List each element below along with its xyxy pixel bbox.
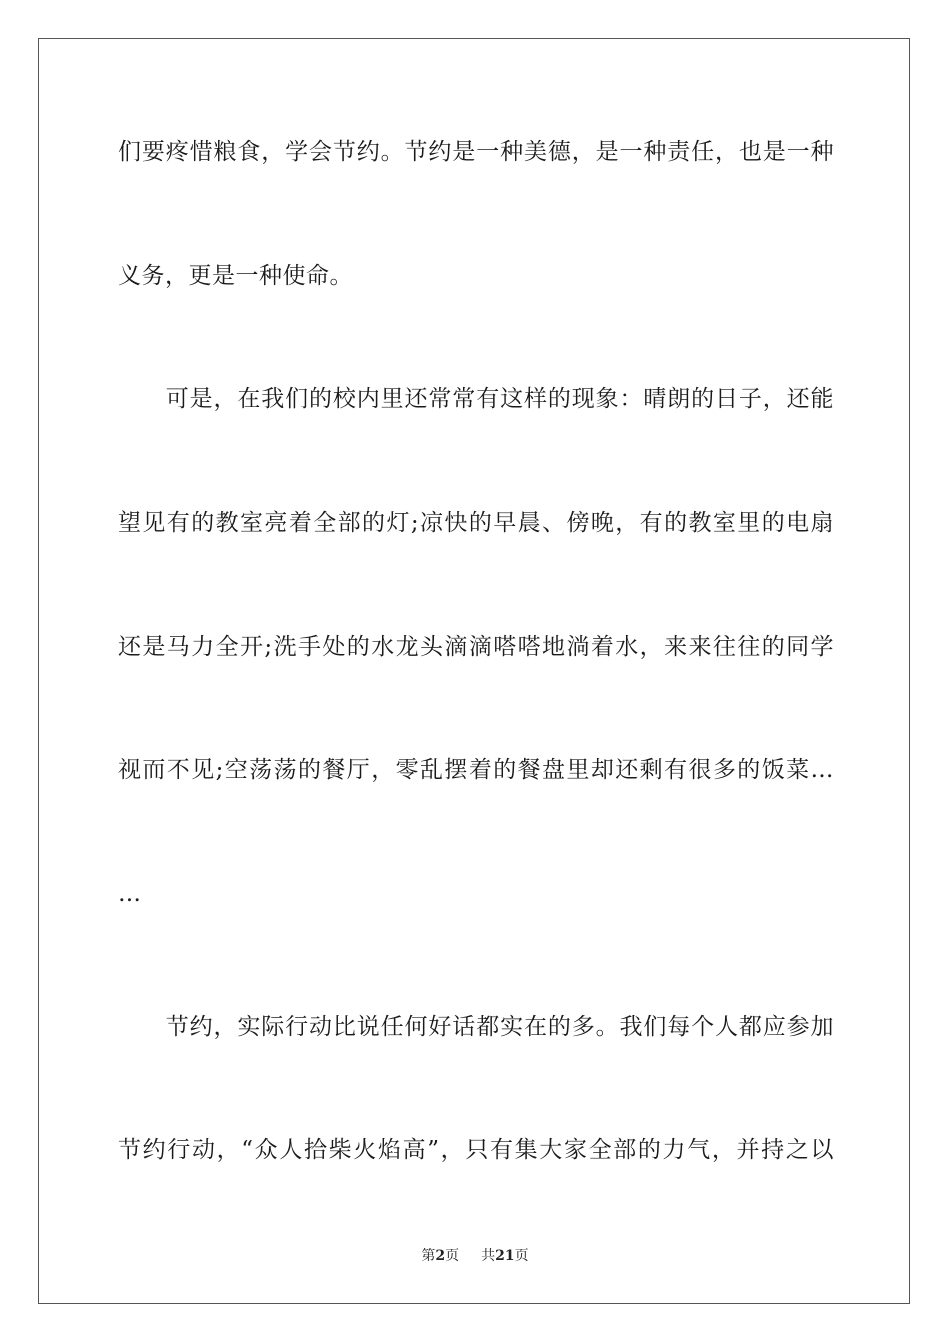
text-line-7: …	[118, 881, 142, 907]
page-footer	[0, 1246, 950, 1266]
page-frame	[38, 38, 910, 1304]
text-line-1: 们要疼惜粮食，学会节约。节约是一种美德，是一种责任，也是一种	[118, 139, 834, 165]
text-line-3: 可是，在我们的校内里还常常有这样的现象：晴朗的日子，还能	[118, 386, 834, 412]
text-line-4: 望见有的教室亮着全部的灯;凉快的早晨、傍晚，有的教室里的电扇	[118, 510, 834, 536]
text-line-6: 视而不见;空荡荡的餐厅，零乱摆着的餐盘里却还剩有很多的饭菜…	[118, 757, 834, 783]
text-line-8: 节约，实际行动比说任何好话都实在的多。我们每个人都应参加	[118, 1014, 834, 1040]
footer-page-prefix: 第	[421, 1248, 436, 1264]
text-line-9: 节约行动，“众人拾柴火焰高”，只有集大家全部的力气，并持之以	[118, 1137, 834, 1163]
footer-total-prefix: 共	[481, 1248, 496, 1264]
footer-page-suffix: 页	[445, 1248, 460, 1264]
text-line-5: 还是马力全开;洗手处的水龙头滴滴嗒嗒地淌着水，来来往往的同学	[118, 634, 834, 660]
footer-total-suffix: 页	[514, 1248, 529, 1264]
footer-page-number: 2	[435, 1248, 446, 1264]
footer-total-pages: 21	[495, 1248, 515, 1264]
text-line-2: 义务，更是一种使命。	[118, 263, 353, 289]
